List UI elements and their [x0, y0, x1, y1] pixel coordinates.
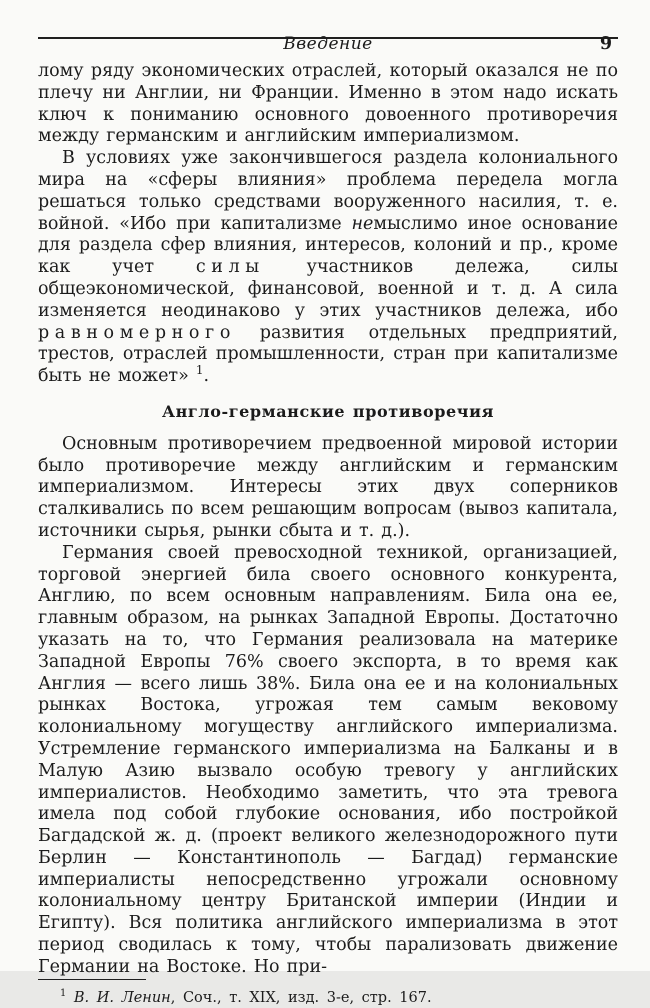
text-run-italic: не [351, 213, 374, 234]
text-run [66, 990, 74, 1006]
paragraph [38, 543, 618, 979]
text-run: лому ряду экономических отраслей, который оказался не по плечу ни Англии, ни Франции. Именно в этом надо искать ключ к пониманию основного довоенного противоречия между германским и английским империализмом. [38, 61, 618, 147]
page-number: 9 [599, 34, 612, 54]
paragraph [38, 148, 618, 388]
text-run: В условиях уже закончившегося раздела колониального мира на «сферы влияния» проблема передела могла решаться только средствами вооруженного насилия, т. е. войной. «Ибо при капитализме [38, 148, 618, 234]
text-run: мыслимо иное основание для раздела сфер влияния, интересов, колоний и пр., кроме как учет [38, 213, 619, 278]
text-run-spaced: силы [195, 257, 265, 278]
paragraph [38, 61, 618, 148]
footnote [38, 989, 618, 1008]
section-heading: Англо-германские противоречия [161, 401, 494, 421]
text-run-sup: 1 [195, 363, 204, 378]
paragraph [38, 434, 618, 543]
text-run: . [203, 366, 210, 387]
body-content [38, 61, 618, 979]
text-run: Основным противоречием предвоенной мировой истории было противоречие между английским и германским империализмом. Интересы этих двух соперников сталкивались по всем решающим вопросам (вывоз капитала, источники сырья, рынки сбыта и т. д.). [38, 433, 618, 541]
text-run: Германия своей превосходной техникой, организацией, торговой энергией била своего основного конкурента, Англию, по всем основным направлениям. Била она ее, главным образом, на рынках Западной Европы. Достаточно указать на то, что Германия реализовала на материке Западной Европы 76% своего экспорта, в то время как Англия — всего лишь 38%. Била она ее и на колониальных рынках Востока, угрожая тем самым вековому колониальному могуществу английского империализма. Устремление германского империализма на Балканы и в Малую Азию вызвало особую тревогу у английских империалистов. Необходимо заметить, что эта тревога имела под собой глубокие основания, ибо постройкой Багдадской ж. д. (проект великого железнодорожного пути Берлин — Константинополь — Багдад) германские империалисты непосредственно угрожали основному колониальному центру Британской империи (Индии и Египту). Вся политика английского империализма в этот период сводилась к тому, чтобы парализовать движение Германии на Востоке. Но при- [38, 542, 618, 977]
text-run-sup: 1 [60, 987, 67, 999]
footnote-rule [38, 979, 146, 980]
text-run: , Соч., т. XIX, изд. 3-е, стр. 167. [170, 989, 432, 1006]
text-run: развития отдельных предприятий, трестов, отраслей промышленности, стран при капитализме быть не может» [38, 322, 618, 387]
text-run: участников дележа, силы общеэкономической, финансовой, военной и т. д. А сила изменяется неодинаково у этих участников дележа, ибо [38, 257, 618, 321]
footnote-block [38, 979, 618, 1008]
text-run-spaced: равномерного [38, 322, 236, 343]
running-title: Введение [283, 34, 373, 54]
text-run-italic: В. И. Ленин [73, 989, 171, 1006]
